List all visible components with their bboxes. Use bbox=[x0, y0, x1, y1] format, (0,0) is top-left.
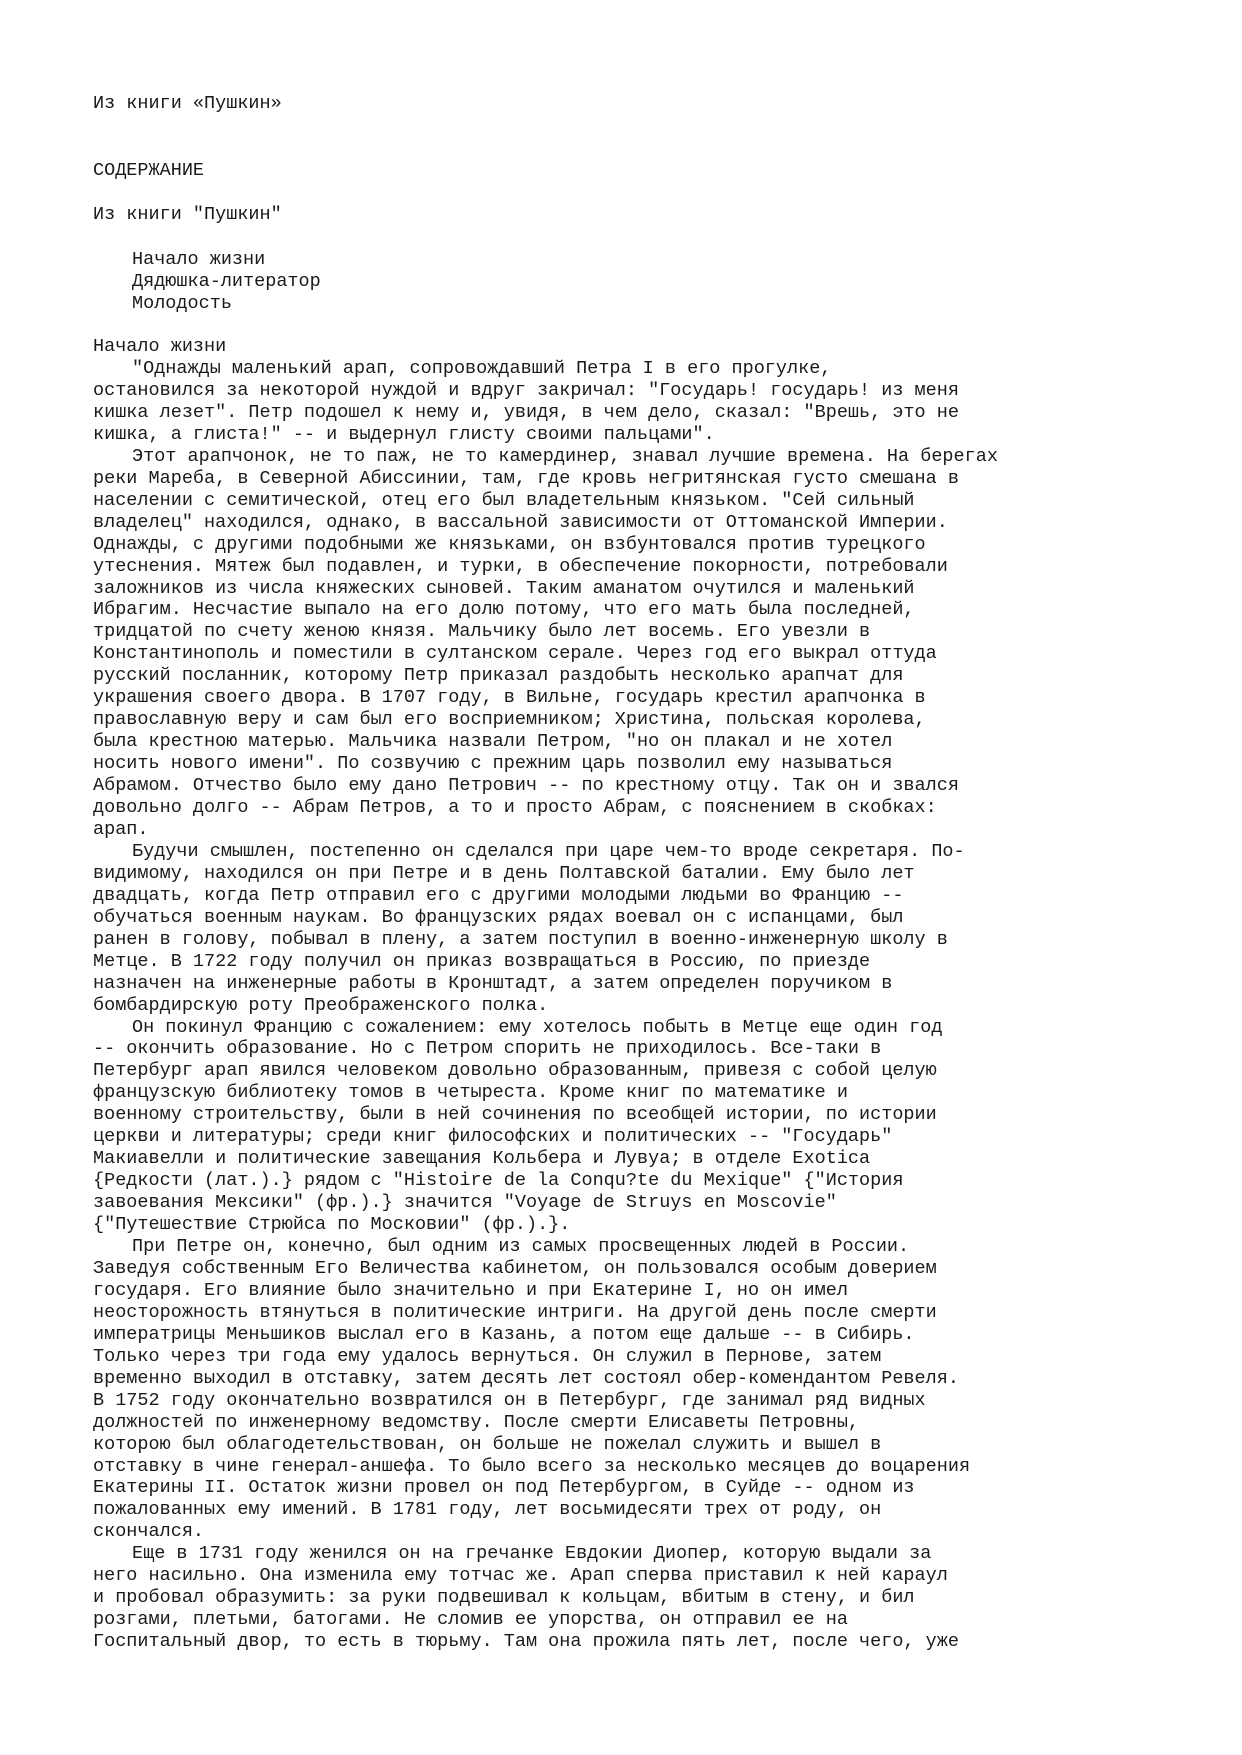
text-line: неосторожность втянуться в политические интриги. На другой день после смерти bbox=[93, 1302, 937, 1323]
text-line: русский посланник, которому Петр приказал раздобыть несколько арапчат для bbox=[93, 665, 904, 686]
text-line: Екатерины II. Остаток жизни провел он под Петербургом, в Суйде -- одном из bbox=[93, 1477, 915, 1498]
text-line: временно выходил в отставку, затем десять лет состоял обер-комендантом Ревеля. bbox=[93, 1368, 959, 1389]
text-line: розгами, плетьми, батогами. Не сломив ее упорства, он отправил ее на bbox=[93, 1609, 848, 1630]
text-line: Заведуя собственным Его Величества кабинетом, он пользовался особым доверием bbox=[93, 1258, 937, 1279]
text-line: Только через три года ему удалось вернуться. Он служил в Пернове, затем bbox=[93, 1346, 882, 1367]
text-line: реки Мареба, в Северной Абиссинии, там, где кровь негритянская густо смешана в bbox=[93, 468, 959, 489]
text-line: тридцатой по счету женою князя. Мальчику было лет восемь. Его увезли в bbox=[93, 621, 871, 642]
book-title: Из книги «Пушкин» bbox=[93, 93, 282, 114]
contents-subtitle: Из книги "Пушкин" bbox=[93, 204, 282, 225]
text-line: Будучи смышлен, постепенно он сделался при царе чем-то вроде секретаря. По- bbox=[132, 841, 965, 862]
text-line: заложников из числа княжеских сыновей. Таким аманатом очутился и маленький bbox=[93, 578, 915, 599]
text-line: должностей по инженерному ведомству. После смерти Елисаветы Петровны, bbox=[93, 1412, 860, 1433]
text-line: В 1752 году окончательно возвратился он в Петербург, где занимал ряд видных bbox=[93, 1390, 926, 1411]
text-line: которою был облагодетельствован, он больше не пожелал служить и вышел в bbox=[93, 1434, 882, 1455]
text-line: назначен на инженерные работы в Кронштадт, а затем определен поручиком в bbox=[93, 973, 893, 994]
text-line: довольно долго -- Абрам Петров, а то и просто Абрам, с пояснением в скобках: bbox=[93, 797, 937, 818]
text-line: пожалованных ему имений. В 1781 году, лет восьмидесяти трех от роду, он bbox=[93, 1499, 882, 1520]
text-line: завоевания Мексики" (фр.).} значится "Voyage de Struys en Moscovie" bbox=[93, 1192, 837, 1213]
text-line: обучаться военным наукам. Во французских рядах воевал он с испанцами, был bbox=[93, 907, 904, 928]
text-line: и пробовал образумить: за руки подвешивал к кольцам, вбитым в стену, и бил bbox=[93, 1587, 915, 1608]
text-line: арап. bbox=[93, 819, 149, 840]
text-line: Абрамом. Отчество было ему дано Петрович -- по крестному отцу. Так он и звался bbox=[93, 775, 959, 796]
text-line: Константинополь и поместили в султанском серале. Через год его выкрал оттуда bbox=[93, 643, 937, 664]
text-line: Он покинул Францию с сожалением: ему хотелось побыть в Метце еще один год bbox=[132, 1017, 943, 1038]
text-line: ранен в голову, побывал в плену, а затем поступил в военно-инженерную школу в bbox=[93, 929, 948, 950]
text-line: {"Путешествие Стрюйса по Московии" (фр.).}. bbox=[93, 1214, 571, 1235]
toc-item[interactable]: Начало жизни bbox=[132, 249, 266, 270]
text-line: Макиавелли и политические завещания Кольбера и Лувуа; в отделе Exotica bbox=[93, 1148, 871, 1169]
text-line: военному строительству, были в ней сочинения по всеобщей истории, по истории bbox=[93, 1104, 937, 1125]
text-line: кишка, а глиста!" -- и выдернул глисту своими пальцами". bbox=[93, 424, 715, 445]
text-line: Этот арапчонок, не то паж, не то камердинер, знавал лучшие времена. На берегах bbox=[132, 446, 998, 467]
text-line: {Редкости (лат.).} рядом с "Histoire de la Conqu?te du Mexique" {"История bbox=[93, 1170, 904, 1191]
text-line: православную веру и сам был его восприемником; Христина, польская королева, bbox=[93, 709, 926, 730]
text-line: Метце. В 1722 году получил он приказ возвращаться в Россию, по приезде bbox=[93, 951, 871, 972]
text-line: видимому, находился он при Петре и в день Полтавской баталии. Ему было лет bbox=[93, 863, 915, 884]
toc-item[interactable]: Молодость bbox=[132, 293, 232, 314]
text-line: церкви и литературы; среди книг философских и политических -- "Государь" bbox=[93, 1126, 893, 1147]
section-heading: Начало жизни bbox=[93, 336, 227, 357]
text-line: "Однажды маленький арап, сопровождавший Петра I в его прогулке, bbox=[132, 358, 832, 379]
text-line: носить нового имени". По созвучию с прежним царь позволил ему называться bbox=[93, 753, 893, 774]
contents-heading: СОДЕРЖАНИЕ bbox=[93, 160, 205, 181]
text-line: Однажды, с другими подобными же князьками, он взбунтовался против турецкого bbox=[93, 534, 926, 555]
text-line: скончался. bbox=[93, 1521, 205, 1542]
text-line: отставку в чине генерал-аншефа. То было всего за несколько месяцев до воцарения bbox=[93, 1456, 971, 1477]
text-line: населении с семитической, отец его был владетельным князьком. "Сей сильный bbox=[93, 490, 915, 511]
toc-item[interactable]: Дядюшка-литератор bbox=[132, 271, 321, 292]
text-line: Ибрагим. Несчастие выпало на его долю потому, что его мать была последней, bbox=[93, 599, 915, 620]
text-line: остановился за некоторой нуждой и вдруг закричал: "Государь! государь! из меня bbox=[93, 380, 959, 401]
text-line: государя. Его влияние было значительно и при Екатерине I, но он имел bbox=[93, 1280, 848, 1301]
text-line: Петербург арап явился человеком довольно образованным, привезя с собой целую bbox=[93, 1060, 937, 1081]
text-line: Госпитальный двор, то есть в тюрьму. Там она прожила пять лет, после чего, уже bbox=[93, 1631, 959, 1652]
text-line: него насильно. Она изменила ему тотчас же. Арап сперва приставил к ней караул bbox=[93, 1565, 948, 1586]
text-line: кишка лезет". Петр подошел к нему и, увидя, в чем дело, сказал: "Врешь, это не bbox=[93, 402, 959, 423]
text-line: была крестною матерью. Мальчика назвали Петром, "но он плакал и не хотел bbox=[93, 731, 893, 752]
text-line: бомбардирскую роту Преображенского полка. bbox=[93, 995, 549, 1016]
text-line: -- окончить образование. Но с Петром спорить не приходилось. Все-таки в bbox=[93, 1038, 882, 1059]
text-line: утеснения. Мятеж был подавлен, и турки, в обеспечение покорности, потребовали bbox=[93, 556, 948, 577]
text-line: украшения своего двора. В 1707 году, в Вильне, государь крестил арапчонка в bbox=[93, 687, 926, 708]
text-line: При Петре он, конечно, был одним из самых просвещенных людей в России. bbox=[132, 1236, 910, 1257]
text-line: владелец" находился, однако, в вассальной зависимости от Оттоманской Империи. bbox=[93, 512, 948, 533]
text-line: двадцать, когда Петр отправил его с другими молодыми людьми во Францию -- bbox=[93, 885, 904, 906]
text-line: Еще в 1731 году женился он на гречанке Евдокии Диопер, которую выдали за bbox=[132, 1543, 932, 1564]
text-line: императрицы Меньшиков выслал его в Казань, а потом еще дальше -- в Сибирь. bbox=[93, 1324, 915, 1345]
text-line: французскую библиотеку томов в четыреста. Кроме книг по математике и bbox=[93, 1082, 848, 1103]
